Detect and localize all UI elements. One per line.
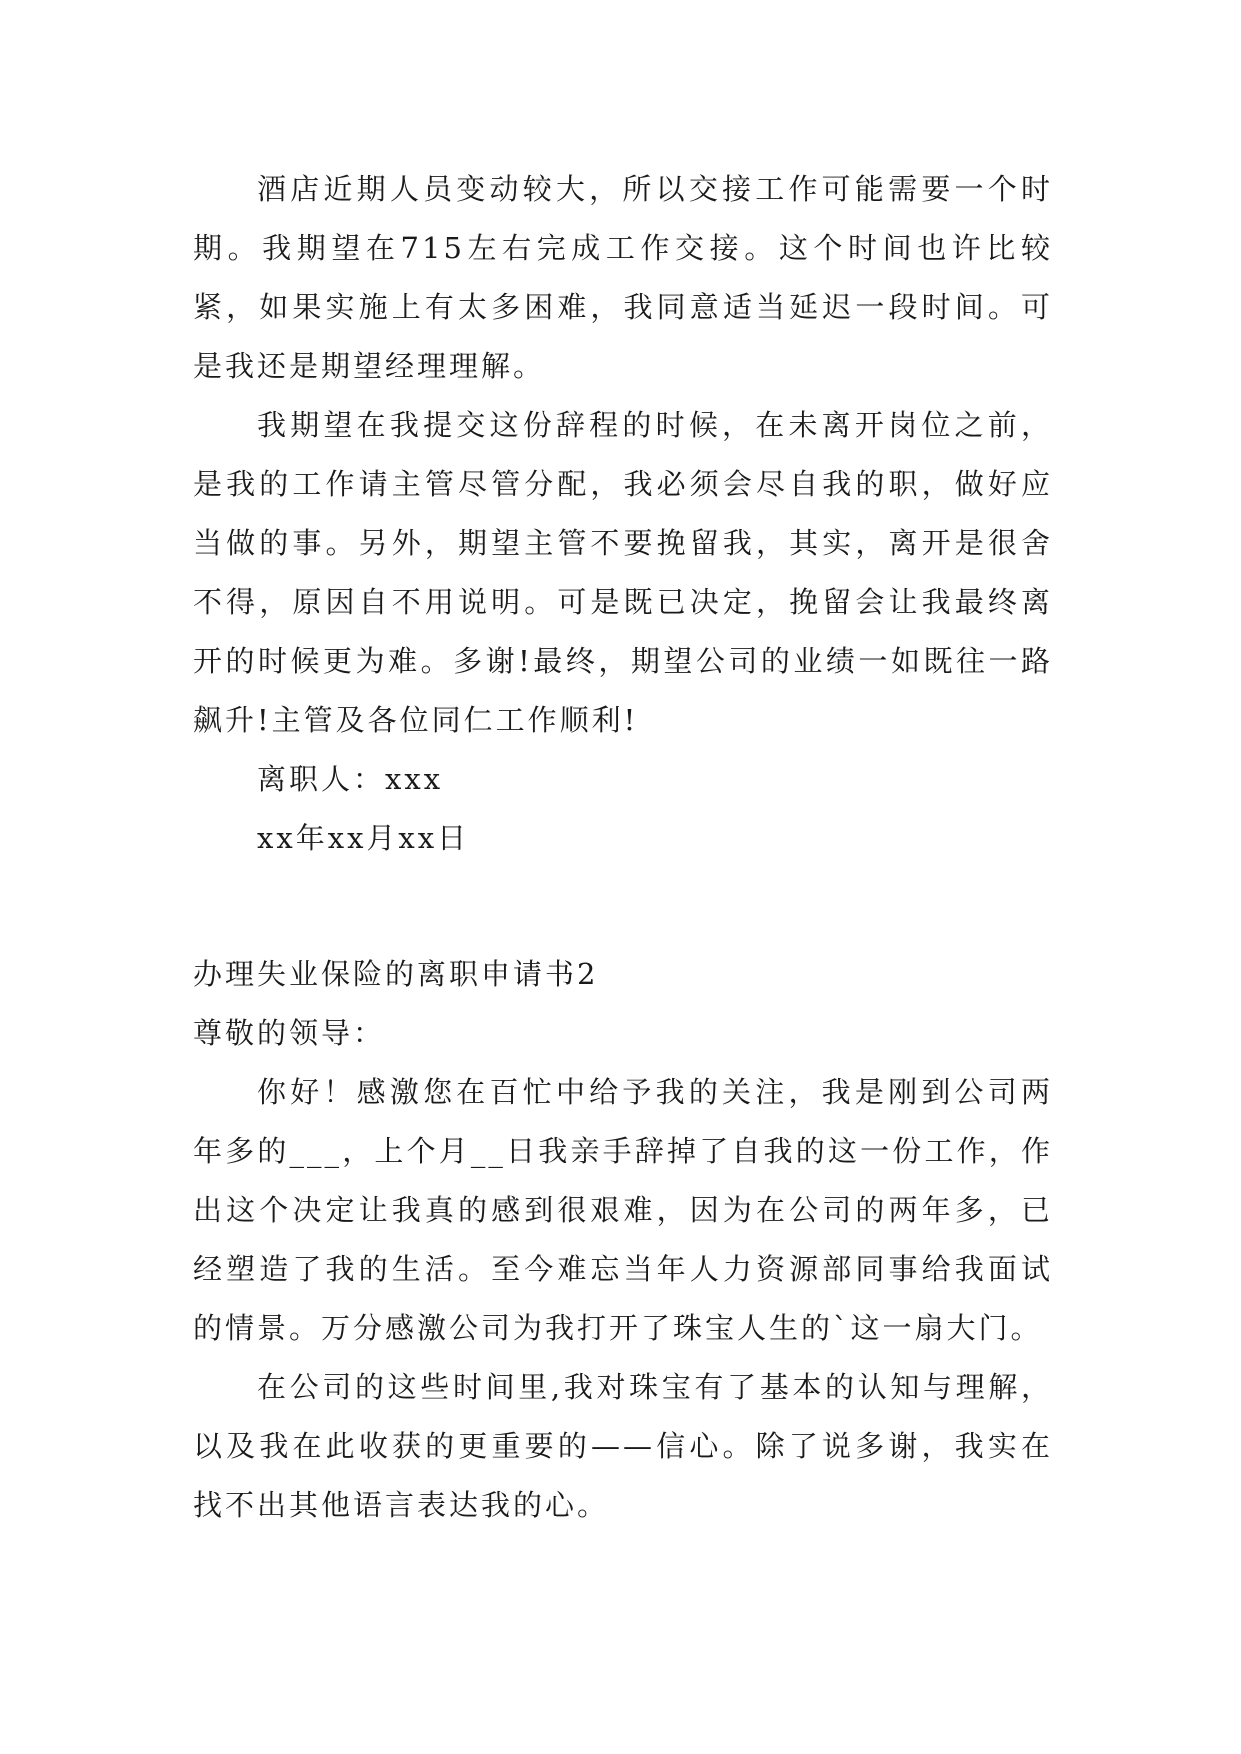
paragraph-resignation-request: 我期望在我提交这份辞程的时候，在未离开岗位之前，是我的工作请主管尽管分配，我必须会尽自我的职，做好应当做的事。另外，期望主管不要挽留我，其实，离开是很舍不得，原因自不用说明。可是既已决定，挽留会让我最终离开的时候更为难。多谢!最终，期望公司的业绩一如既往一路飙升!主管及各位同仁工作顺利! [193, 408, 1053, 737]
date-line: xx年xx月xx日 [257, 821, 470, 855]
document-body [193, 160, 1053, 1535]
paragraph-handover: 酒店近期人员变动较大，所以交接工作可能需要一个时期。我期望在715左右完成工作交接。这个时间也许比较紧，如果实施上有太多困难，我同意适当延迟一段时间。可是我还是期望经理理解。 [193, 172, 1053, 383]
signature-line: 离职人：xxx [257, 762, 444, 796]
salutation: 尊敬的领导： [193, 1016, 386, 1050]
paragraph-reflection: 在公司的这些时间里,我对珠宝有了基本的认知与理解，以及我在此收获的更重要的——信心。除了说多谢，我实在找不出其他语言表达我的心。 [193, 1370, 1053, 1522]
section-title: 办理失业保险的离职申请书2 [193, 957, 599, 991]
paragraph-gratitude: 你好！感激您在百忙中给予我的关注，我是刚到公司两年多的___，上个月__日我亲手辞掉了自我的这一份工作，作出这个决定让我真的感到很艰难，因为在公司的两年多，已经塑造了我的生活。至今难忘当年人力资源部同事给我面试的情景。万分感激公司为我打开了珠宝人生的`这一扇大门。 [193, 1075, 1053, 1345]
